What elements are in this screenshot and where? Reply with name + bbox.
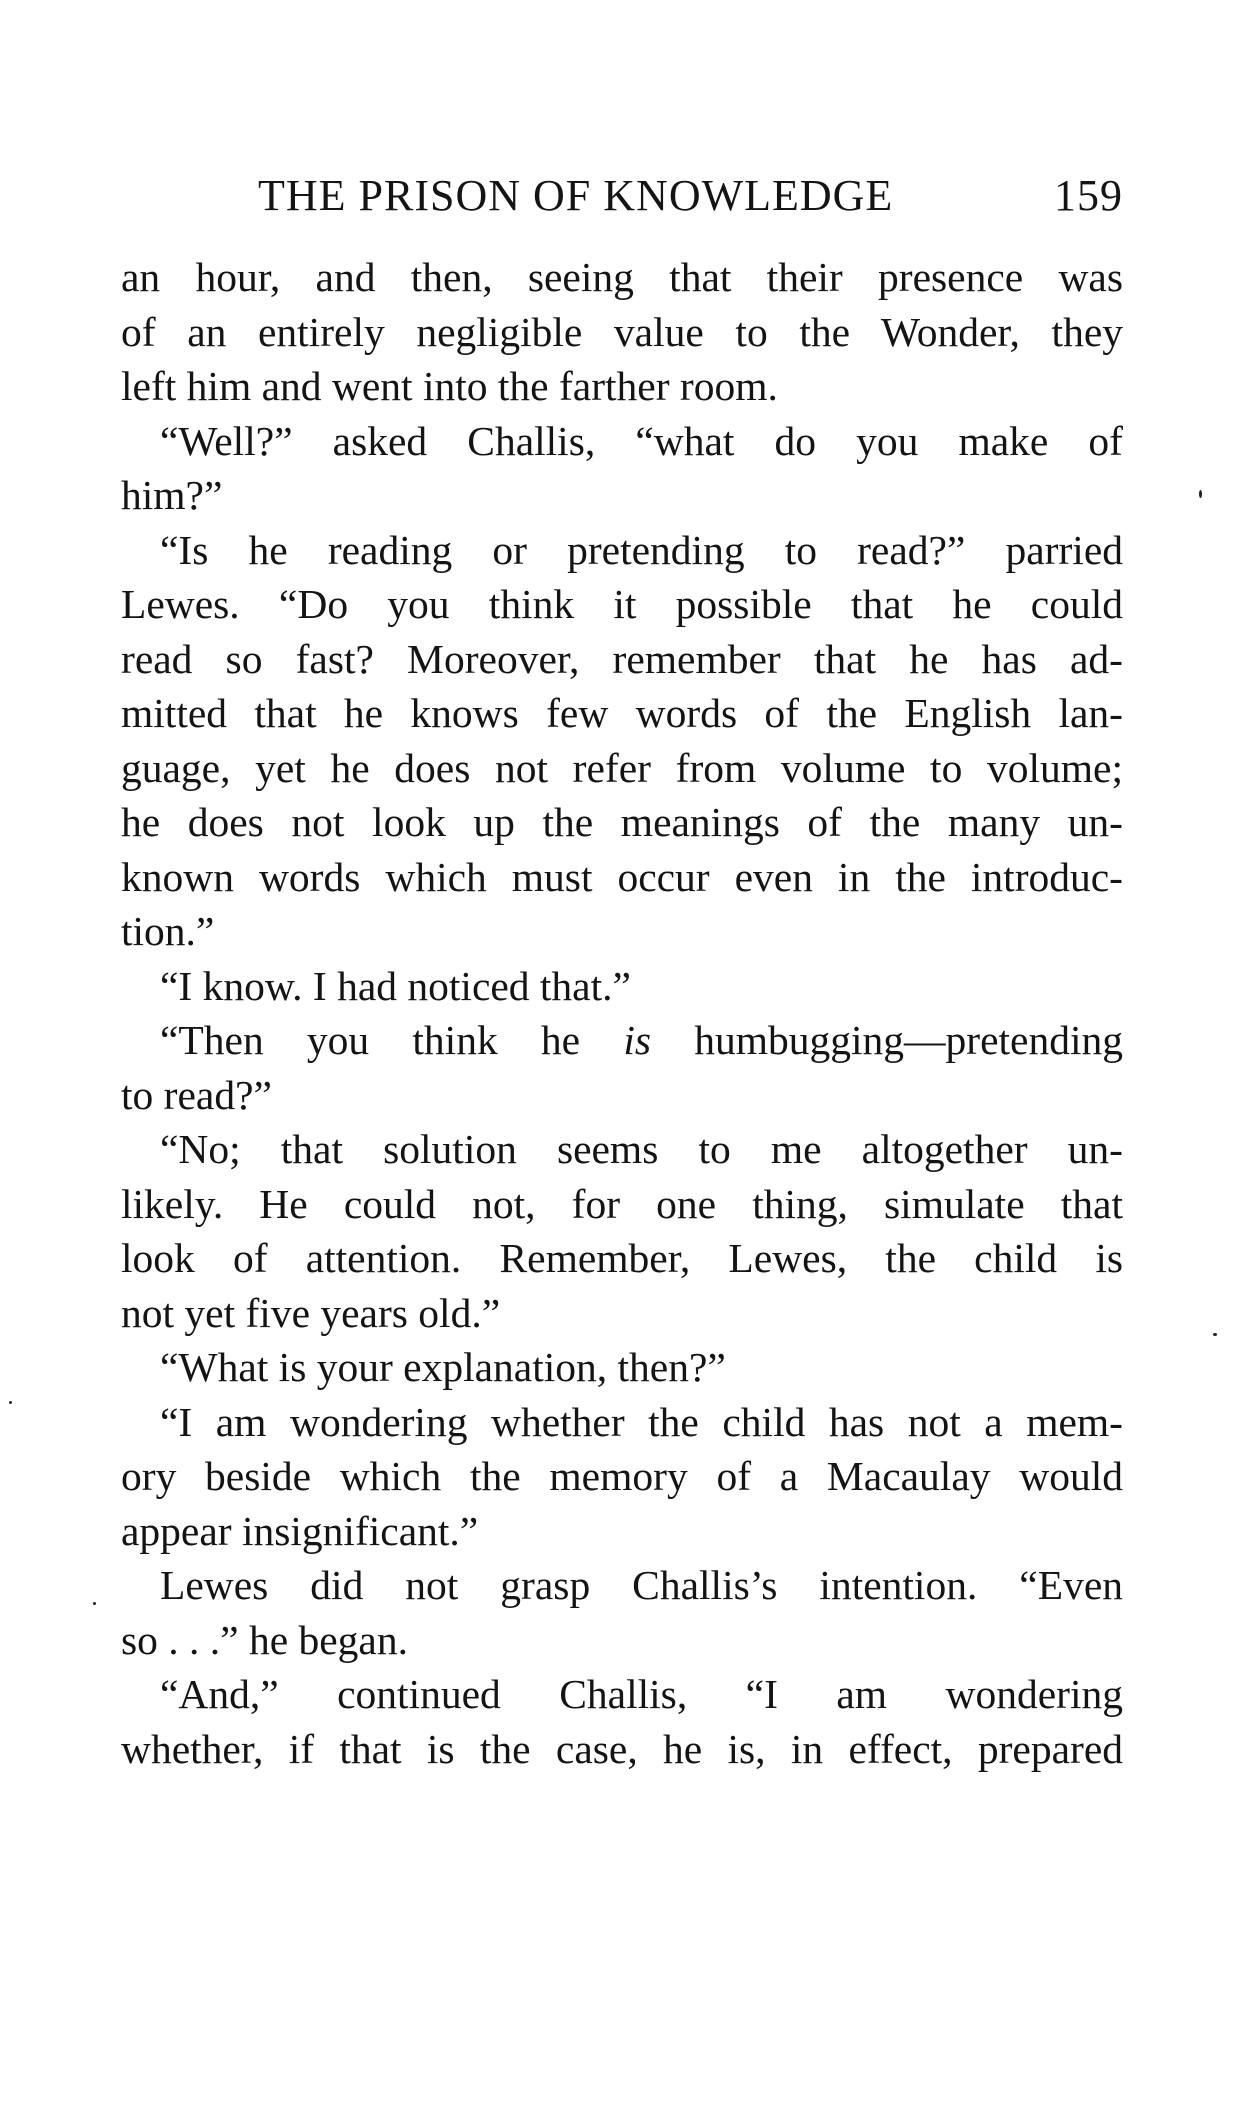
text-line: to read?” bbox=[121, 1071, 272, 1118]
text-line: “Then you think he is humbugging—pretending bbox=[160, 1017, 1124, 1063]
text-line: “I am wondering whether the child has not a mem- bbox=[160, 1398, 1123, 1445]
text-line: of an entirely negligible value to the Wonder, they bbox=[121, 308, 1123, 355]
text-line: left him and went into the farther room. bbox=[121, 363, 778, 409]
text-line: “I know. I had noticed that.” bbox=[160, 962, 631, 1009]
text-line: Lewes. “Do you think it possible that he could bbox=[121, 581, 1123, 627]
text-line: he does not look up the meanings of the many un- bbox=[121, 799, 1123, 845]
text-line: “No; that solution seems to me altogether un- bbox=[160, 1126, 1123, 1172]
text-line: appear insignificant.” bbox=[121, 1507, 479, 1554]
print-speck bbox=[1199, 490, 1202, 498]
text-line: “And,” continued Challis, “I am wondering bbox=[160, 1671, 1123, 1717]
text-line: tion.” bbox=[121, 908, 215, 954]
print-speck bbox=[9, 1401, 12, 1404]
text-line: mitted that he knows few words of the English lan- bbox=[121, 690, 1123, 736]
print-speck bbox=[93, 1602, 96, 1605]
text-line: whether, if that is the case, he is, in effect, prepared bbox=[121, 1725, 1123, 1772]
text-line: him?” bbox=[121, 472, 223, 518]
text-line: “What is your explanation, then?” bbox=[160, 1344, 726, 1390]
running-title: THE PRISON OF KNOWLEDGE bbox=[258, 171, 894, 220]
page-number: 159 bbox=[1054, 171, 1123, 220]
text-line: guage, yet he does not refer from volume to volume; bbox=[121, 744, 1123, 791]
text-line: “Is he reading or pretending to read?” parried bbox=[160, 526, 1123, 573]
text-line: ory beside which the memory of a Macaulay would bbox=[121, 1453, 1123, 1499]
running-head bbox=[258, 171, 1123, 221]
body-text bbox=[121, 250, 1123, 1776]
text-line: not yet five years old.” bbox=[121, 1289, 501, 1336]
print-speck bbox=[1213, 1333, 1217, 1336]
text-line: known words which must occur even in the introduc- bbox=[121, 853, 1123, 900]
text-line: Lewes did not grasp Challis’s intention. “Even bbox=[160, 1562, 1123, 1608]
text-line: look of attention. Remember, Lewes, the child is bbox=[121, 1235, 1123, 1281]
emphasis: is bbox=[623, 1017, 651, 1063]
text-line: likely. He could not, for one thing, simulate that bbox=[121, 1180, 1123, 1227]
text-line: read so fast? Moreover, remember that he has ad- bbox=[121, 635, 1123, 682]
text-line: “Well?” asked Challis, “what do you make of bbox=[160, 417, 1123, 464]
text-line: so . . .” he began. bbox=[121, 1616, 408, 1663]
text-line: an hour, and then, seeing that their presence was bbox=[121, 254, 1123, 300]
